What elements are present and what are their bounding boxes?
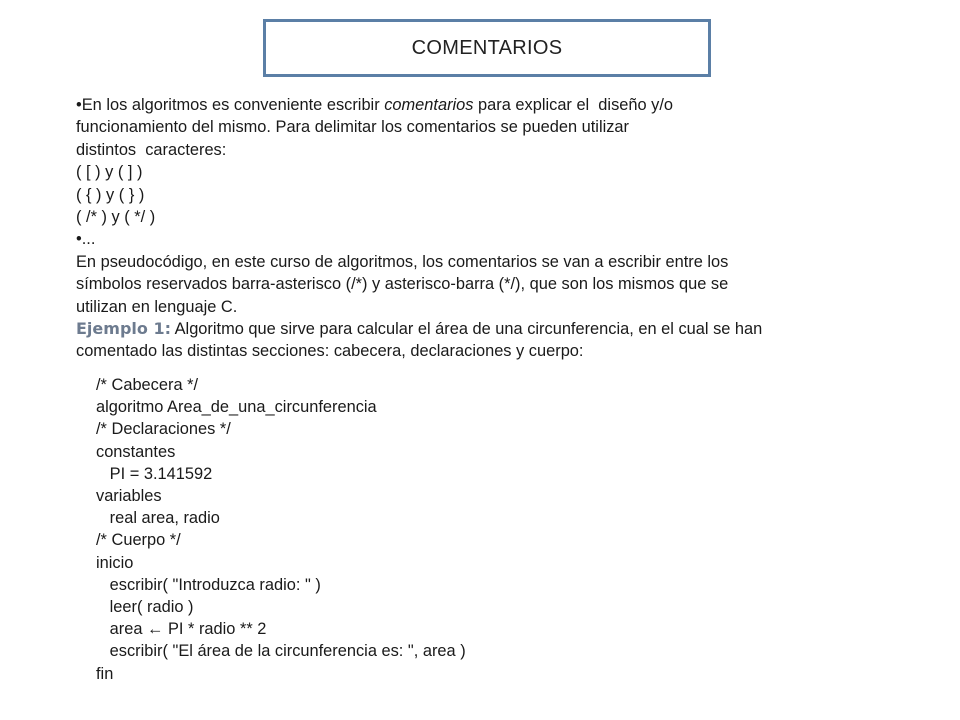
code-line: /* Declaraciones */ bbox=[96, 420, 231, 439]
page-title: COMENTARIOS bbox=[411, 36, 563, 59]
bullet: • bbox=[76, 96, 82, 114]
code-line: constantes bbox=[96, 442, 176, 461]
pseudocode-block bbox=[96, 374, 466, 685]
paragraph-line-3: utilizan en lenguaje C. bbox=[76, 297, 238, 316]
ellipsis-bullet: •... bbox=[76, 230, 96, 249]
example-text-1: Algoritmo que sirve para calcular el área de una circunferencia, en el cual se han bbox=[170, 320, 763, 339]
intro-text-pre: En los algoritmos es conveniente escribir bbox=[81, 96, 385, 114]
code-line: escribir( "Introduzca radio: " ) bbox=[96, 575, 321, 594]
code-line: /* Cabecera */ bbox=[96, 376, 199, 394]
intro-text-post: para explicar el diseño y/o bbox=[473, 96, 674, 114]
delimiter-brackets: ( [ ) y ( ] ) bbox=[76, 163, 143, 182]
code-line: area ← PI * radio ** 2 bbox=[96, 620, 267, 639]
example-line-1 bbox=[76, 318, 876, 340]
code-line: real area, radio bbox=[96, 509, 220, 528]
title-box bbox=[263, 19, 711, 77]
intro-line-2: funcionamiento del mismo. Para delimitar los comentarios se pueden utilizar bbox=[76, 118, 629, 137]
code-line: /* Cuerpo */ bbox=[96, 531, 181, 550]
paragraph-line-1: En pseudocódigo, en este curso de algoritmos, los comentarios se van a escribir entre los bbox=[76, 252, 729, 271]
delimiter-braces: ( { ) y ( } ) bbox=[76, 185, 145, 204]
intro-line-3: distintos caracteres: bbox=[76, 140, 227, 159]
intro-emphasis: comentarios bbox=[384, 96, 474, 114]
body-text bbox=[76, 94, 876, 363]
code-line: PI = 3.141592 bbox=[96, 464, 213, 483]
code-line: inicio bbox=[96, 553, 134, 572]
example-label: Ejemplo 1: bbox=[76, 319, 171, 339]
paragraph-line-2: símbolos reservados barra-asterisco (/*) y asterisco-barra (*/), que son los mismos que se bbox=[76, 275, 729, 294]
code-line: escribir( "El área de la circunferencia es: ", area ) bbox=[96, 642, 466, 661]
code-line: algoritmo Area_de_una_circunferencia bbox=[96, 398, 377, 417]
example-line-2: comentado las distintas secciones: cabecera, declaraciones y cuerpo: bbox=[76, 342, 584, 361]
code-line: leer( radio ) bbox=[96, 598, 194, 617]
code-line: variables bbox=[96, 487, 162, 506]
delimiter-comment: ( /* ) y ( */ ) bbox=[76, 208, 156, 227]
code-line: fin bbox=[96, 664, 114, 683]
intro-line-1 bbox=[76, 94, 876, 116]
